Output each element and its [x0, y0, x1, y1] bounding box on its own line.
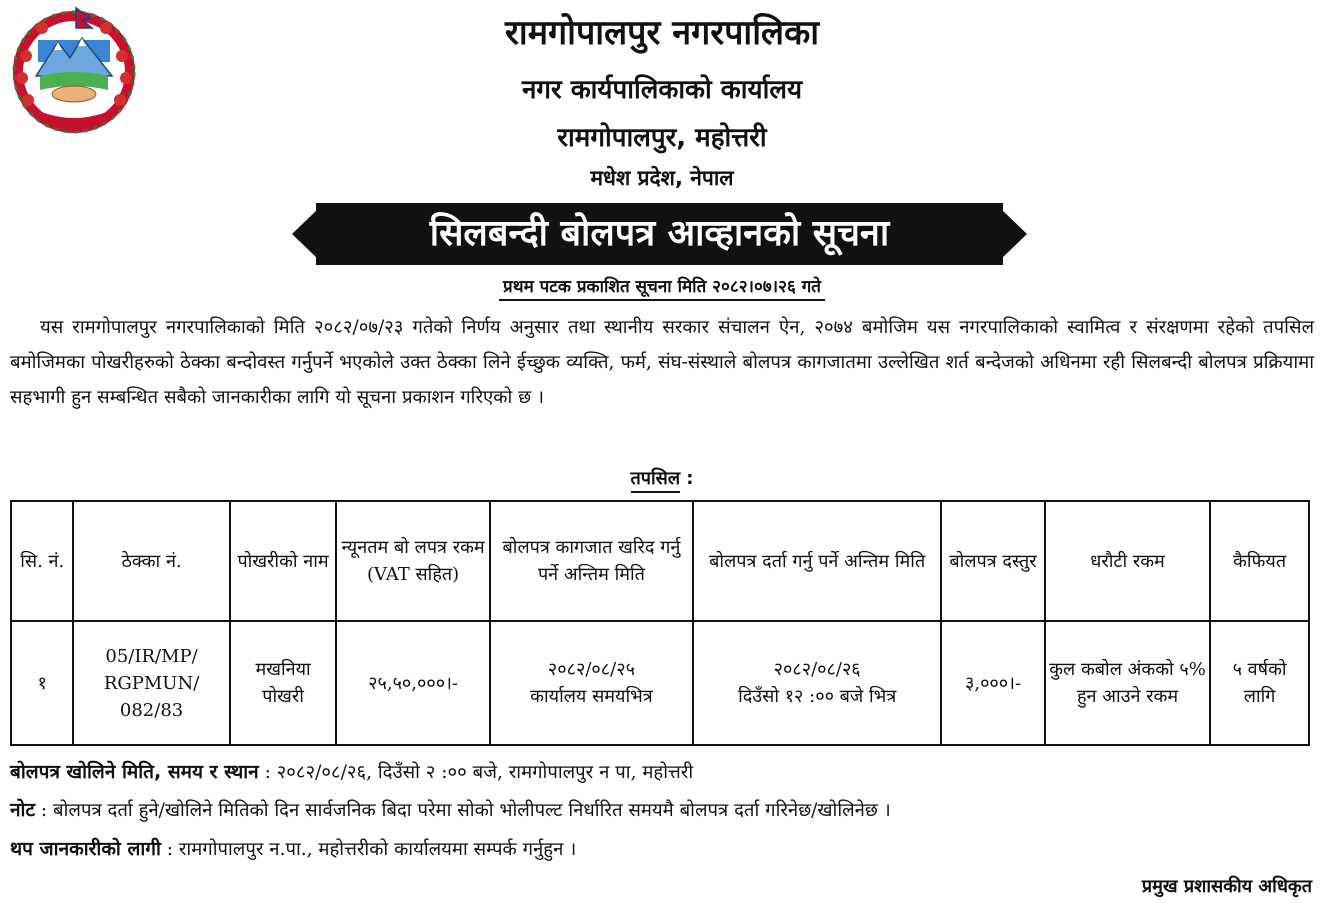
opening-info — [10, 758, 1314, 784]
col-fee: बोलपत्र दस्तुर — [941, 501, 1045, 621]
col-contract-no: ठेक्का नं. — [73, 501, 229, 621]
banner-left-arrow-icon — [292, 209, 318, 259]
col-submit-deadline: बोलपत्र दर्ता गर्नु पर्ने अन्तिम मिति — [693, 501, 941, 621]
schedule-table — [10, 500, 1310, 746]
purchase-deadline-date: २०८२/०८/२५ — [547, 659, 635, 680]
opening-label: बोलपत्र खोलिने मिति, समय र स्थान — [10, 761, 259, 783]
col-deposit: धरौटी रकम — [1045, 501, 1210, 621]
banner-right-arrow-icon — [1001, 209, 1027, 259]
contact-label: थप जानकारीको लागी — [10, 838, 161, 860]
notice-body — [10, 310, 1314, 415]
col-sn: सि. नं. — [11, 501, 73, 621]
note-value: : बोलपत्र दर्ता हुने/खोलिने मितिको दिन सार्वजनिक बिदा परेमा सोको भोलीपल्ट निर्धारित समयमै बोलपत्र दर्ता गरिनेछ/खोलिनेछ । — [35, 800, 891, 821]
cell-sn: १ — [11, 621, 73, 745]
cell-deposit: कुल कबोल अंकको ५% हुन आउने रकम — [1045, 621, 1210, 745]
col-min-amount: न्यूनतम बो लपत्र रकम (VAT सहित) — [336, 501, 489, 621]
contact-value: : रामगोपालपुर न.पा., महोत्तरीको कार्यालयमा सम्पर्क गर्नुहुन । — [160, 839, 577, 860]
contact-info — [10, 835, 1314, 861]
col-pond-name: पोखरीको नाम — [230, 501, 337, 621]
province-name: मधेश प्रदेश, नेपाल — [590, 166, 734, 190]
cell-remarks: ५ वर्षको लागि — [1210, 621, 1309, 745]
notice-title: सिलबन्दी बोलपत्र आव्हानको सूचना — [316, 203, 1003, 265]
col-remarks: कैफियत — [1210, 501, 1309, 621]
note-label: नोट — [10, 799, 36, 821]
first-published-text: प्रथम पटक प्रकाशित सूचना मिति २०८२।०७।२६ गते — [499, 277, 825, 301]
cell-min-amount: २५,५०,०००।- — [336, 621, 489, 745]
schedule-heading — [0, 466, 1324, 490]
submit-deadline-date: २०८२/०८/२६ — [773, 659, 861, 680]
opening-value: : २०८२/०८/२६, दिउँसो २ :०० बजे, रामगोपालपुर न पा, महोत्तरी — [258, 762, 694, 783]
cell-submit-deadline — [693, 621, 941, 745]
schedule-heading-suffix: : — [680, 468, 694, 489]
signer-title: प्रमुख प्रशासकीय अधिकृत — [1141, 876, 1312, 897]
office-location: रामगोपालपुर, महोत्तरी — [557, 123, 767, 153]
municipality-name: रामगोपालपुर नगरपालिका — [504, 13, 820, 53]
office-name: नगर कार्यपालिकाको कार्यालय — [521, 75, 803, 105]
schedule-heading-label: तपसिल — [631, 468, 681, 493]
table-row — [11, 621, 1309, 745]
note-info — [10, 796, 1314, 822]
table-header-row — [11, 501, 1309, 621]
cell-contract-no: 05/IR/MP/ RGPMUN/ 082/83 — [73, 621, 229, 745]
first-published-date — [0, 274, 1324, 297]
cell-fee: ३,०००।- — [941, 621, 1045, 745]
notice-body-text: यस रामगोपालपुर नगरपालिकाको मिति २०८२/०७/२३ गतेको निर्णय अनुसार तथा स्थानीय सरकार संचालन ऐन, २०७४ बमोजिम यस नगरपालिकाको स्वामित्व र संरक्षणमा रहेको तपसिल बमोजिमका पोखरीहरुको ठेक्का बन्दोवस्त गर्नुपर्ने भएकोले उक्त ठेक्का लिने ईच्छुक व्यक्ति, फर्म, संघ-संस्थाले बोलपत्र कागजातमा उल्लेखित शर्त बन्देजको अधिनमा रही सिलबन्दी बोलपत्र प्रक्रियामा सहभागी हुन सम्बन्धित सबैको जानकारीका लागि यो सूचना प्रकाशन गरिएको छ । — [10, 317, 1314, 408]
notice-banner — [292, 203, 1027, 265]
cell-pond-name: मखनिया पोखरी — [230, 621, 337, 745]
submit-deadline-time: दिउँसो १२ :०० बजे भित्र — [738, 686, 897, 707]
cell-purchase-deadline — [490, 621, 694, 745]
purchase-deadline-time: कार्यालय समयभित्र — [530, 686, 653, 707]
col-purchase-deadline: बोलपत्र कागजात खरिद गर्नु पर्ने अन्तिम मिति — [490, 501, 694, 621]
